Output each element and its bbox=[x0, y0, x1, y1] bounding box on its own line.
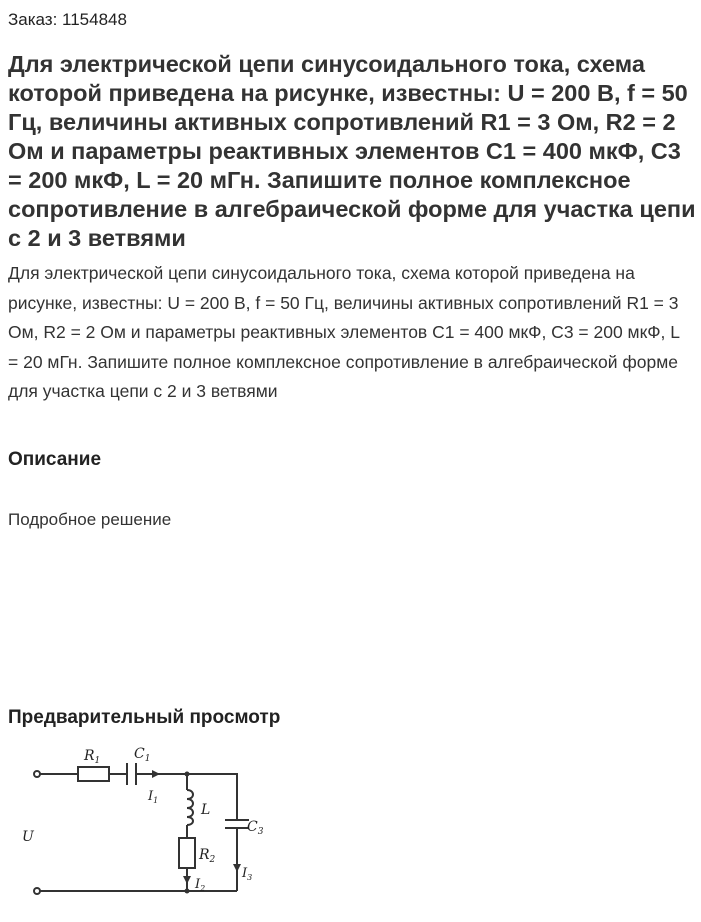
current-arrow-i3 bbox=[233, 864, 241, 872]
circuit-diagram bbox=[20, 740, 280, 910]
problem-text: Для электрической цепи синусоидального тока, схема которой приведена на рисунке, известны: U = 200 В, f = 50 Гц, величины активных сопротивлений R1 = 3 Ом, R2 = 2 Ом и параметры реактивных элементов C1 = 400 мкФ, C3 = 200 мкФ, L = 20 мГн. Запишите полное комплексное сопротивление в алгебраической форме для участка цепи с 2 и 3 ветвями bbox=[8, 263, 680, 401]
description-heading: Описание bbox=[8, 449, 102, 470]
label-r1: $R_1$ bbox=[84, 748, 101, 766]
label-i2: $I_2$ bbox=[195, 877, 206, 893]
current-arrow-i1 bbox=[152, 770, 160, 778]
capacitor-c1 bbox=[127, 763, 136, 785]
resistor-r2 bbox=[179, 838, 195, 868]
label-c3: $C_3$ bbox=[247, 819, 264, 837]
label-c1: $C_1$ bbox=[134, 746, 151, 764]
preview-heading: Предварительный просмотр bbox=[8, 707, 281, 728]
order-number: Заказ: 1154848 bbox=[8, 10, 127, 29]
terminal-bottom bbox=[34, 888, 40, 894]
capacitor-c3 bbox=[225, 820, 249, 828]
page-title: Для электрической цепи синусоидального тока, схема которой приведена на рисунке, известны: U = 200 В, f = 50 Гц, величины активных сопротивлений R1 = 3 Ом, R2 = 2 Ом и параметры реактивных элементов C1 = 400 мкФ, C3 = 200 мкФ, L = 20 мГн. Запишите полное комплексное сопротивление в алгебраической форме для участка цепи с 2 и 3 ветвями bbox=[8, 51, 696, 251]
description-text: Подробное решение bbox=[8, 510, 172, 529]
node-bottom bbox=[185, 889, 190, 894]
label-i3: $I_3$ bbox=[242, 866, 253, 882]
inductor-l bbox=[187, 790, 193, 825]
resistor-r1 bbox=[78, 767, 109, 781]
terminal-top bbox=[34, 771, 40, 777]
current-arrow-i2 bbox=[183, 876, 191, 884]
label-l: L bbox=[201, 802, 211, 818]
label-r2: $R_2$ bbox=[199, 847, 216, 865]
label-u: U bbox=[22, 829, 34, 845]
label-i1: $I_1$ bbox=[148, 789, 159, 805]
